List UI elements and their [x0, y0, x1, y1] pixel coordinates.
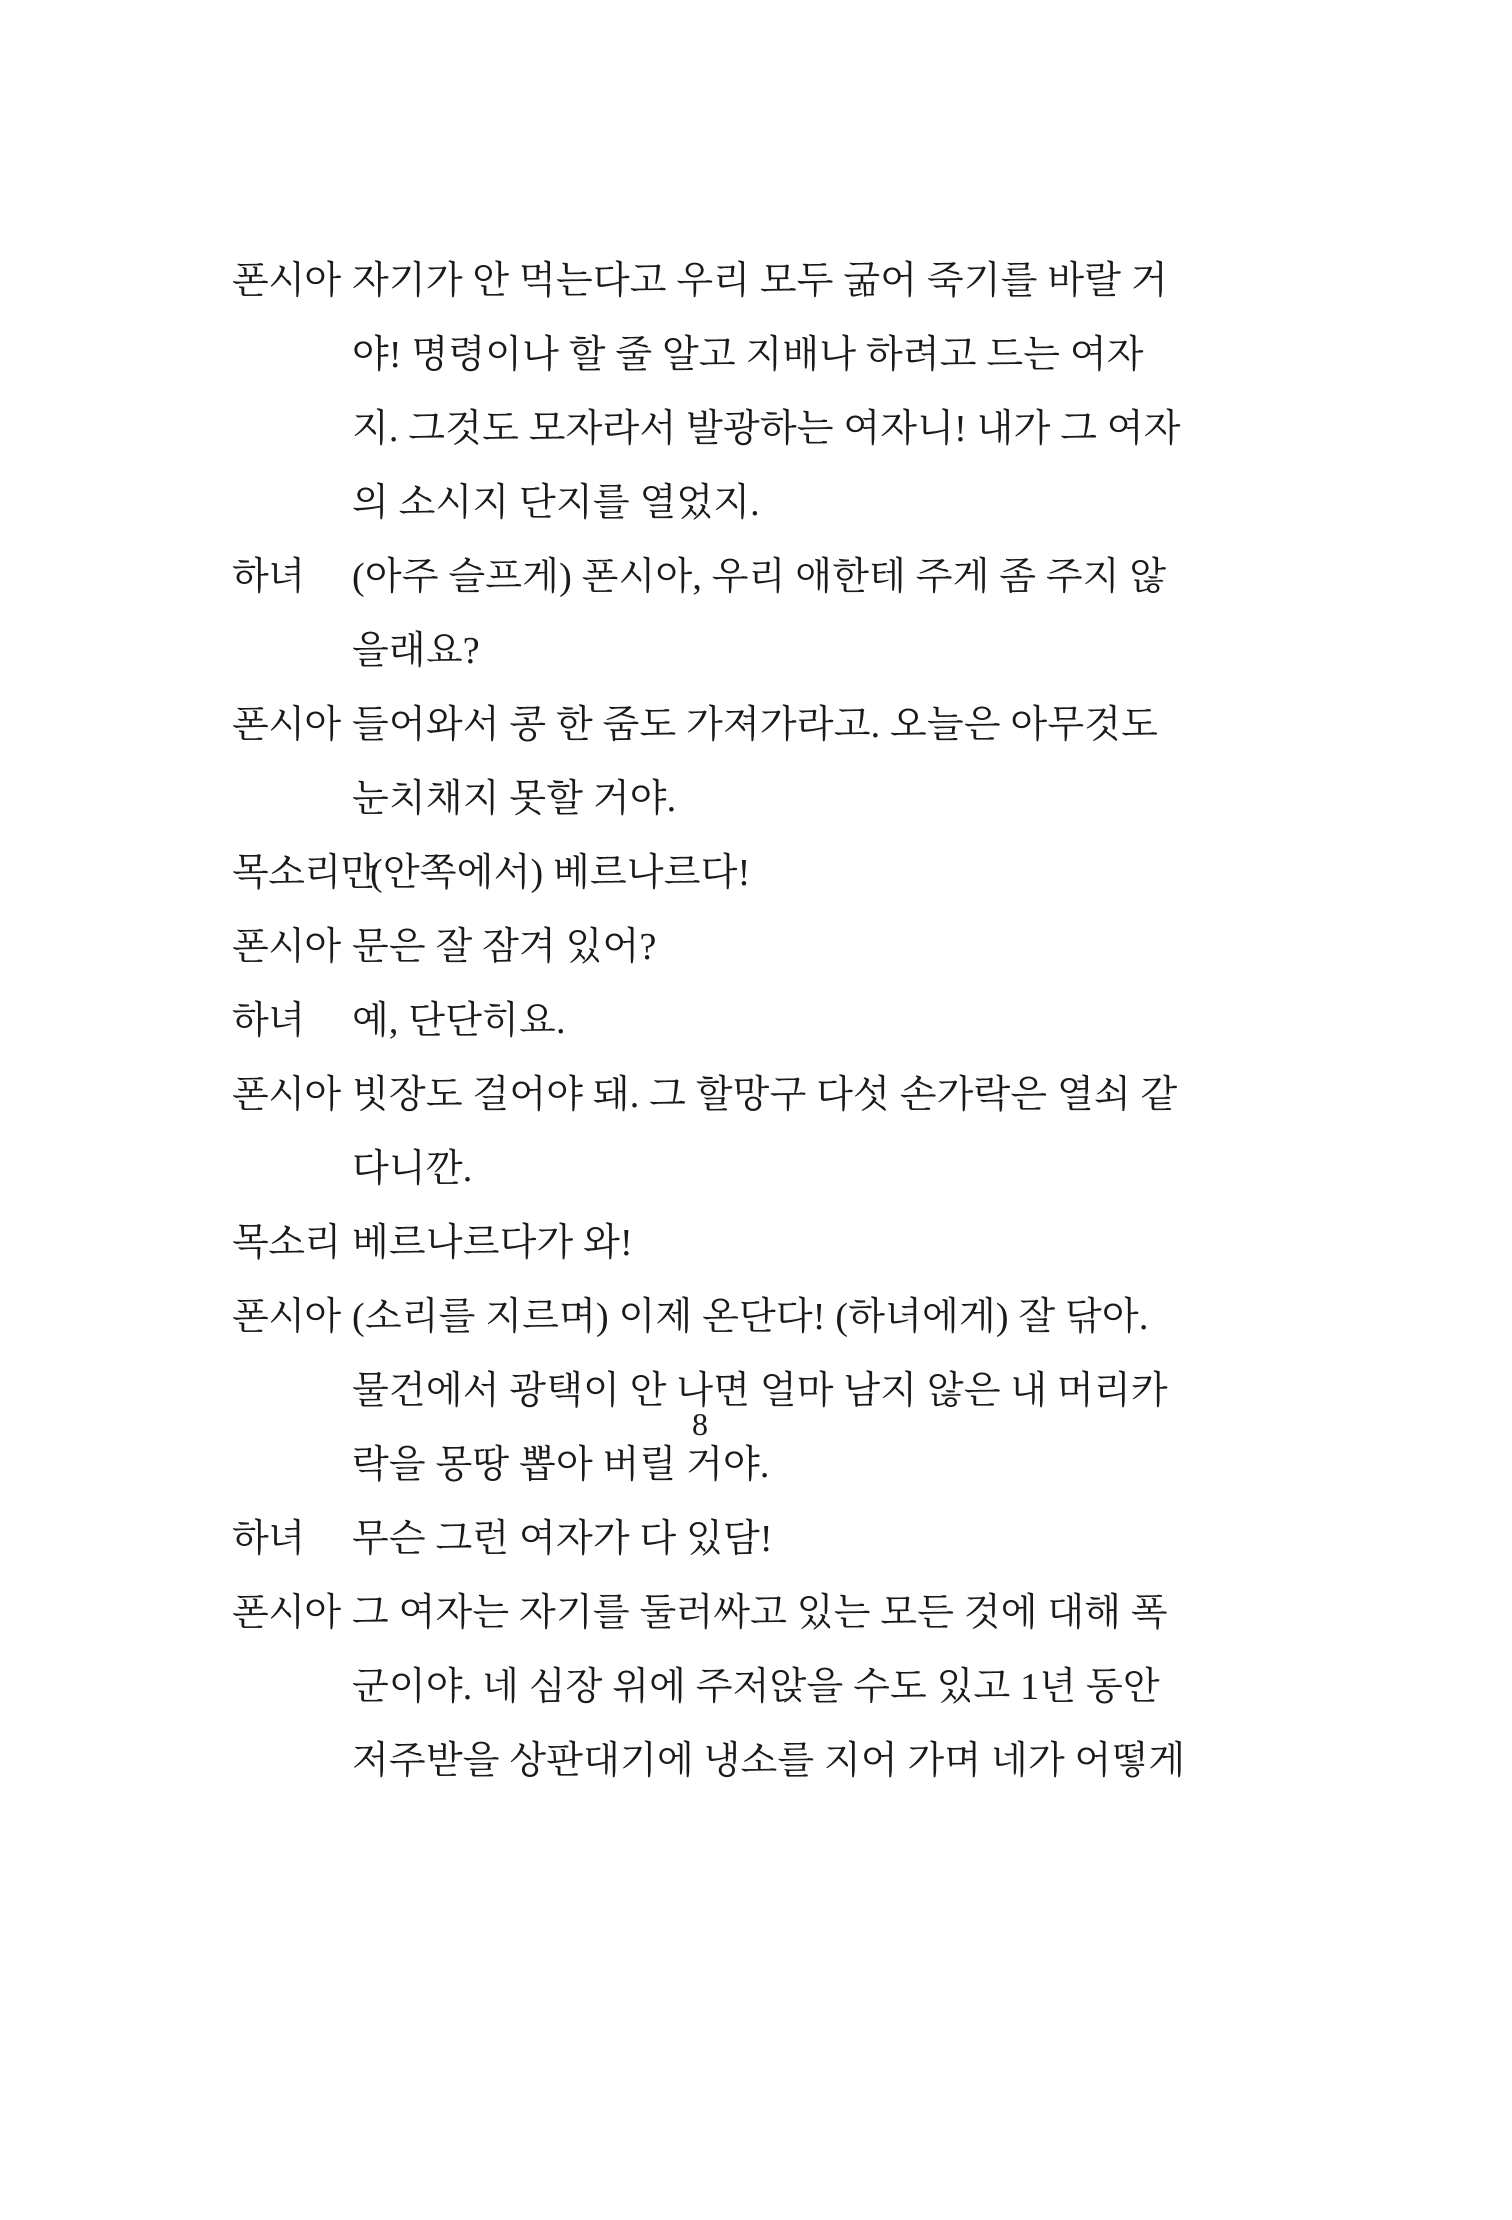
speaker-name: 폰시아 [232, 1592, 341, 1634]
speaker-name: 하녀 [232, 1000, 305, 1042]
dialogue-line [232, 1210, 1232, 1284]
dialogue-line [232, 248, 1232, 322]
page-number: 8 [692, 1406, 708, 1442]
dialogue-text: 예, 단단히요. [352, 1000, 566, 1042]
speaker-name: 하녀 [232, 1518, 305, 1560]
dialogue-text: 락을 몽땅 뽑아 버릴 거야. [352, 1444, 770, 1486]
dialogue-continuation [232, 1654, 1232, 1728]
dialogue-line [232, 840, 1232, 914]
dialogue-continuation [232, 618, 1232, 692]
dialogue-text: 문은 잘 잠겨 있어? [352, 926, 657, 968]
dialogue-text: 자기가 안 먹는다고 우리 모두 굶어 죽기를 바랄 거 [352, 260, 1168, 302]
dialogue-text: 무슨 그런 여자가 다 있담! [352, 1518, 773, 1560]
dialogue-text: 들어와서 콩 한 줌도 가져가라고. 오늘은 아무것도 [352, 704, 1159, 746]
speaker-name: 폰시아 [232, 1074, 341, 1116]
speaker-name: 하녀 [232, 556, 305, 598]
play-script [232, 248, 1232, 1802]
dialogue-text: 다니깐. [352, 1148, 473, 1190]
speaker-name: 폰시아 [232, 926, 341, 968]
dialogue-continuation [232, 396, 1232, 470]
speaker-name: 목소리만 [232, 852, 377, 894]
dialogue-line [232, 1062, 1232, 1136]
dialogue-continuation [232, 470, 1232, 544]
dialogue-text: 야! 명령이나 할 줄 알고 지배나 하려고 드는 여자 [352, 334, 1144, 376]
speaker-name: 폰시아 [232, 704, 341, 746]
dialogue-continuation [232, 1432, 1232, 1506]
dialogue-line [232, 1580, 1232, 1654]
dialogue-text: 눈치채지 못할 거야. [352, 778, 677, 820]
dialogue-text: 군이야. 네 심장 위에 주저앉을 수도 있고 1년 동안 [352, 1666, 1160, 1708]
dialogue-text: (소리를 지르며) 이제 온단다! (하녀에게) 잘 닦아. [352, 1296, 1149, 1338]
dialogue-continuation [232, 1728, 1232, 1802]
dialogue-continuation [232, 1136, 1232, 1210]
dialogue-text: 지. 그것도 모자라서 발광하는 여자니! 내가 그 여자 [352, 408, 1181, 450]
speaker-name: 목소리 [232, 1222, 341, 1264]
dialogue-line [232, 692, 1232, 766]
speaker-name: 폰시아 [232, 260, 341, 302]
speaker-name: 폰시아 [232, 1296, 341, 1338]
dialogue-line [232, 1506, 1232, 1580]
dialogue-text: 물건에서 광택이 안 나면 얼마 남지 않은 내 머리카 [352, 1370, 1168, 1412]
dialogue-text: 베르나르다가 와! [352, 1222, 633, 1264]
dialogue-line [232, 1284, 1232, 1358]
dialogue-text: 빗장도 걸어야 돼. 그 할망구 다섯 손가락은 열쇠 같 [352, 1074, 1178, 1116]
dialogue-continuation [232, 322, 1232, 396]
dialogue-line [232, 914, 1232, 988]
dialogue-text: 저주받을 상판대기에 냉소를 지어 가며 네가 어떻게 [352, 1740, 1186, 1782]
dialogue-text: 을래요? [352, 630, 480, 672]
dialogue-text: (안쪽에서) 베르나르다! [370, 852, 751, 894]
dialogue-text: (아주 슬프게) 폰시아, 우리 애한테 주게 좀 주지 않 [352, 556, 1167, 598]
dialogue-text: 의 소시지 단지를 열었지. [352, 482, 760, 524]
dialogue-line [232, 544, 1232, 618]
dialogue-line [232, 988, 1232, 1062]
dialogue-text: 그 여자는 자기를 둘러싸고 있는 모든 것에 대해 폭 [352, 1592, 1168, 1634]
dialogue-continuation [232, 766, 1232, 840]
